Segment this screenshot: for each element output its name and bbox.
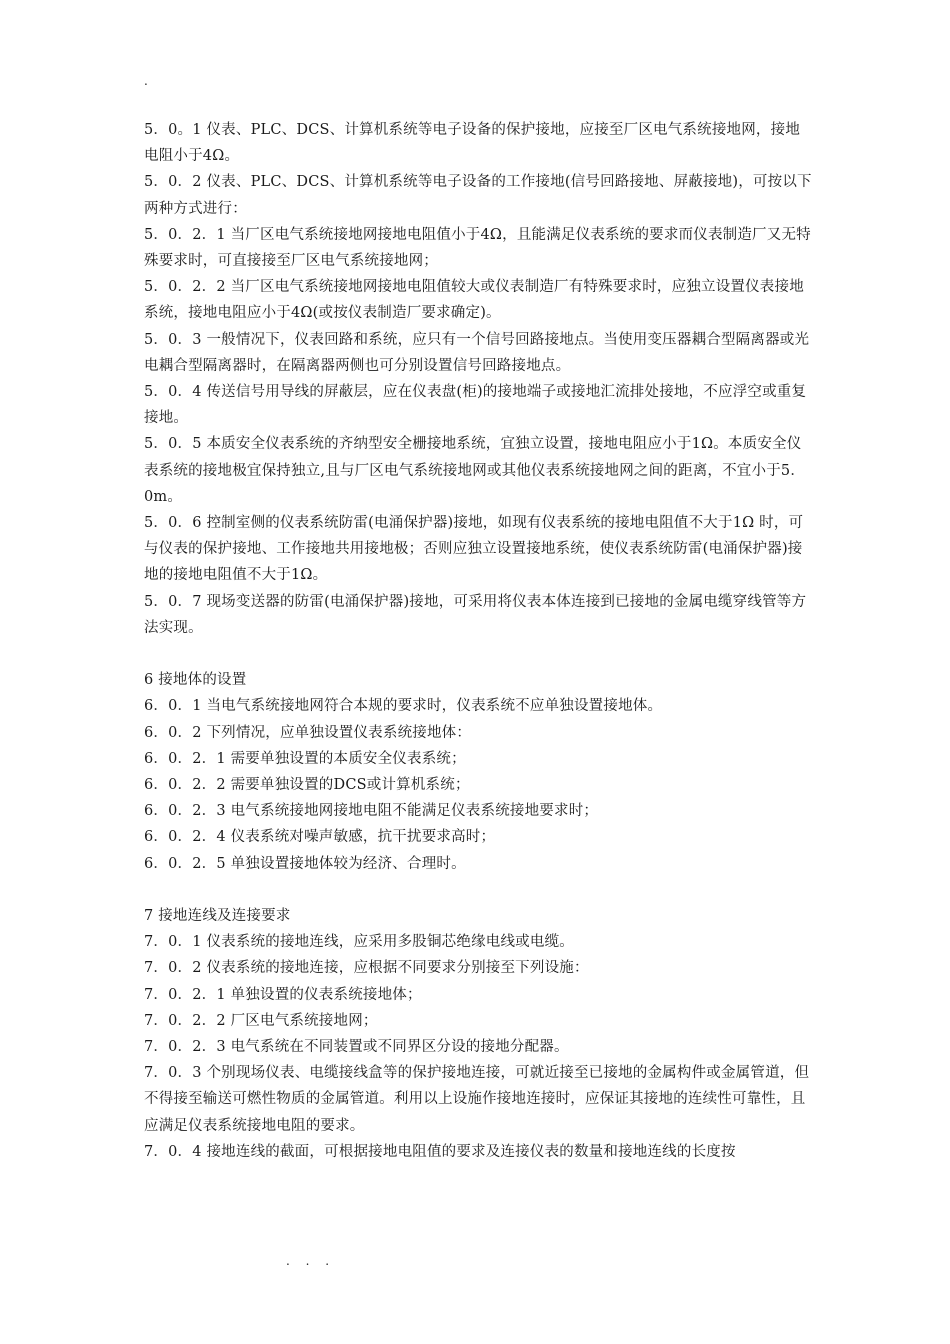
clause-6-0-2-3: 6．0．2．3 电气系统接地网接地电阻不能满足仪表系统接地要求时； — [144, 803, 599, 820]
footer-mark: . . . — [286, 1254, 336, 1268]
clause-7-0-1: 7．0．1 仪表系统的接地连线，应采用多股铜芯绝缘电线或电缆。 — [144, 934, 574, 951]
clause-6-0-2-1: 6．0．2．1 需要单独设置的本质安全仪表系统； — [144, 750, 466, 767]
clause-7-0-4: 7．0．4 接地连线的截面，可根据接地电阻值的要求及连接仪表的数量和接地连线的长度按 — [144, 1143, 736, 1160]
clause-5-0-2: 5．0．2 仪表、PLC、DCS、计算机系统等电子设备的工作接地(信号回路接地、屏蔽接地)，可按以下两种方式进行： — [144, 174, 812, 217]
clause-5-0-6: 5．0．6 控制室侧的仪表系统防雷(电涌保护器)接地，如现有仪表系统的接地电阻值不大于1Ω 时，可与仪表的保护接地、工作接地共用接地极；否则应独立设置接地系统，使仪表系统防雷(电涌保护器)接地的接地电阻值不大于1Ω。 — [144, 515, 804, 584]
clause-7-0-3: 7．0．3 个别现场仪表、电缆接线盒等的保护接地连接，可就近接至已接地的金属构件或金属管道，但不得接至输送可燃性物质的金属管道。利用以上设施作接地连接时，应保证其接地的连续性可靠性，且应满足仪表系统接地电阻的要求。 — [144, 1065, 810, 1134]
clause-5-0-1: 5．0。1 仪表、PLC、DCS、计算机系统等电子设备的保护接地，应接至厂区电气系统接地网，接地电阻小于4Ω。 — [144, 122, 801, 165]
clause-7-0-2-1: 7．0．2．1 单独设置的仪表系统接地体； — [144, 986, 422, 1003]
clause-7-0-2: 7．0．2 仪表系统的接地连接，应根据不同要求分别接至下列设施： — [144, 960, 589, 977]
clause-6-0-1: 6．0．1 当电气系统接地网符合本规的要求时，仪表系统不应单独设置接地体。 — [144, 698, 663, 715]
clause-5-0-7: 5．0．7 现场变送器的防雷(电涌保护器)接地，可采用将仪表本体连接到已接地的金属电缆穿线管等方法实现。 — [144, 593, 807, 636]
clause-5-0-3: 5．0．3 一般情况下，仪表回路和系统，应只有一个信号回路接地点。当使用变压器耦合型隔离器或光电耦合型隔离器时，在隔离器两侧也可分别设置信号回路接地点。 — [144, 331, 810, 374]
clause-6-0-2-4: 6．0．2．4 仪表系统对噪声敏感，抗干扰要求高时； — [144, 829, 496, 846]
clause-7-0-2-2: 7．0．2．2 厂区电气系统接地网； — [144, 1012, 378, 1029]
section-6 — [144, 667, 812, 877]
section-5 — [144, 117, 812, 641]
clause-6-0-2-2: 6．0．2．2 需要单独设置的DCS或计算机系统； — [144, 777, 470, 794]
clause-5-0-4: 5．0．4 传送信号用导线的屏蔽层，应在仪表盘(柜)的接地端子或接地汇流排处接地，不应浮空或重复接地。 — [144, 384, 807, 427]
clause-7-0-2-3: 7．0．2．3 电气系统在不同装置或不同界区分设的接地分配器。 — [144, 1039, 569, 1056]
clause-5-0-5: 5．0．5 本质安全仪表系统的齐纳型安全栅接地系统，宜独立设置，接地电阻应小于1Ω。本质安全仪表系统的接地极宜保持独立,且与厂区电气系统接地网或其他仪表系统接地网之间的距离，不宜小于5．0m。 — [144, 436, 806, 505]
header-mark: . — [144, 74, 148, 88]
clause-5-0-2-2: 5．0．2．2 当厂区电气系统接地网接地电阻值较大或仪表制造厂有特殊要求时，应独立设置仪表接地系统，接地电阻应小于4Ω(或按仪表制造厂要求确定)。 — [144, 279, 804, 322]
document-body — [144, 117, 812, 1165]
clause-5-0-2-1: 5．0．2．1 当厂区电气系统接地网接地电阻值小于4Ω，且能满足仪表系统的要求而仪表制造厂又无特殊要求时，可直接接至厂区电气系统接地网； — [144, 226, 811, 270]
section-heading: 6 接地体的设置 — [144, 672, 247, 689]
section-7 — [144, 903, 812, 1165]
clause-6-0-2-5: 6．0．2．5 单独设置接地体较为经济、合理时。 — [144, 855, 466, 872]
clause-6-0-2: 6．0．2 下列情况，应单独设置仪表系统接地体： — [144, 724, 472, 741]
section-heading: 7 接地连线及连接要求 — [144, 908, 291, 925]
